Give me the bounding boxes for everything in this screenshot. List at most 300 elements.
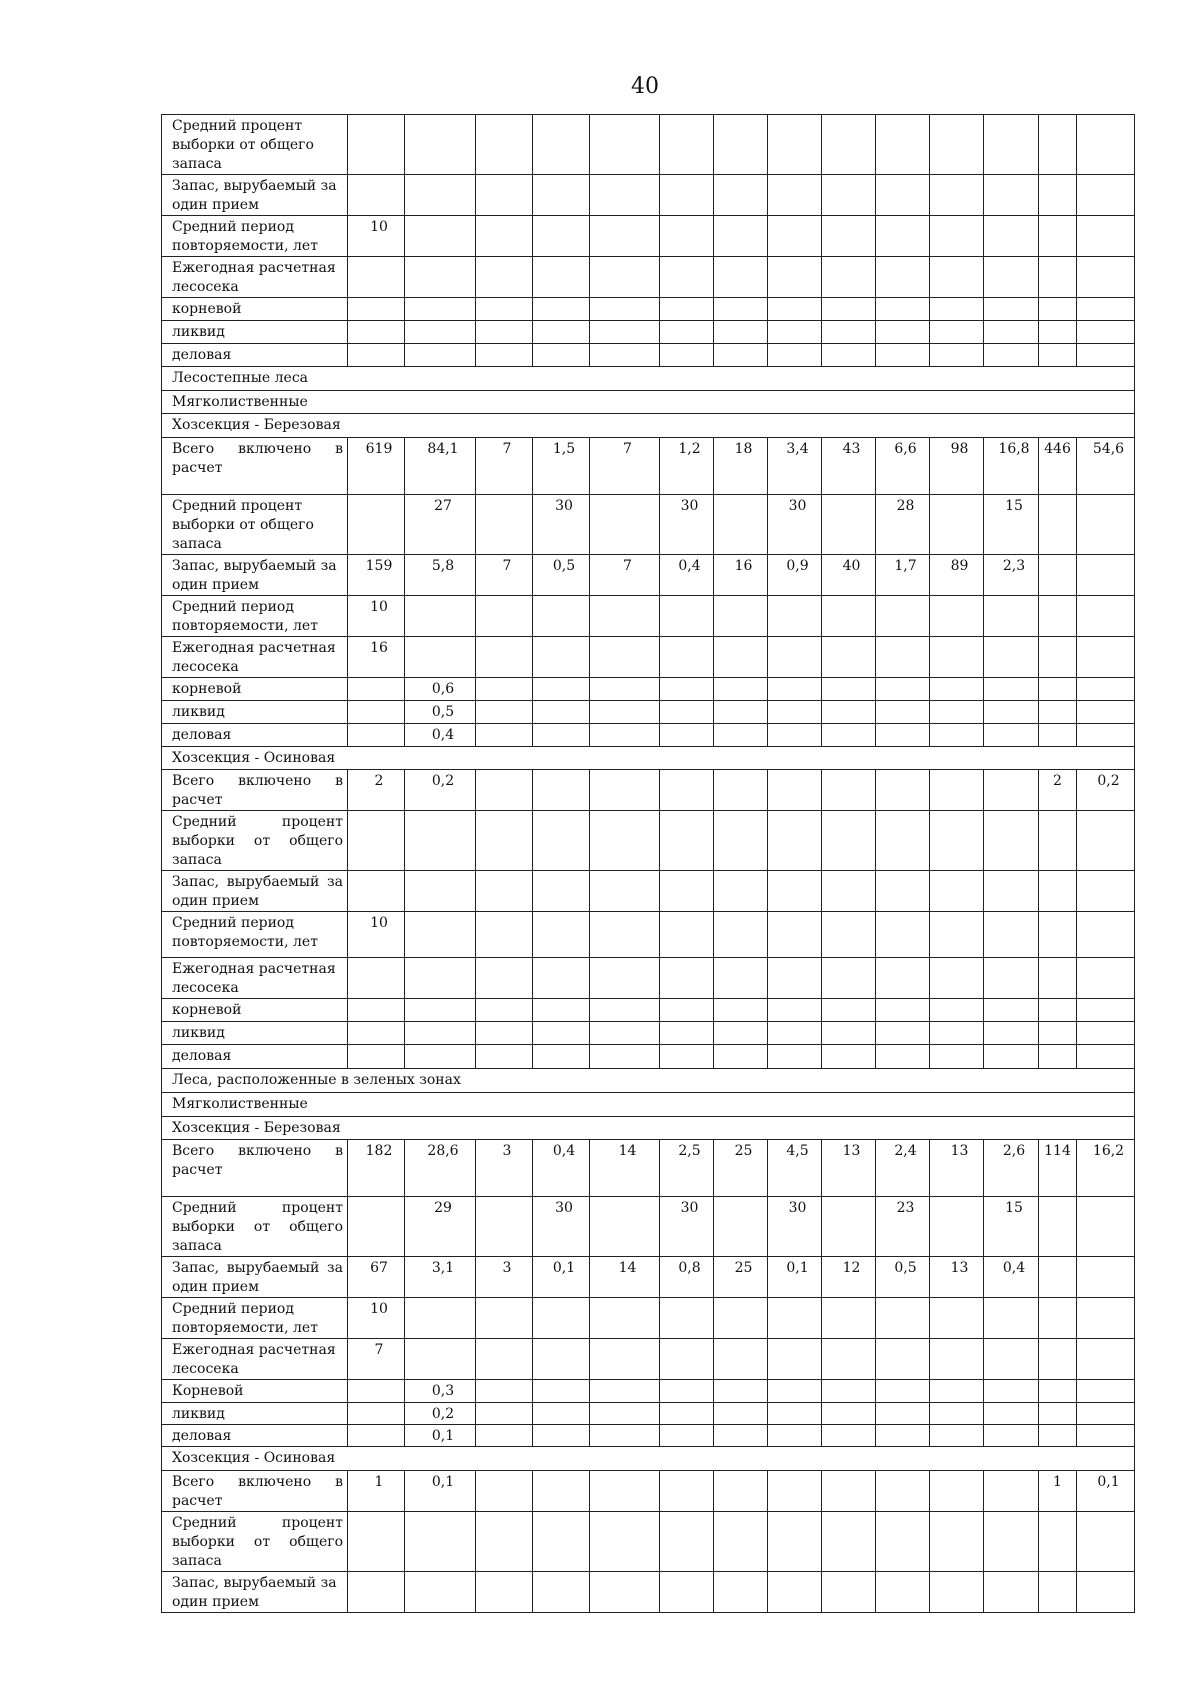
table-cell	[714, 321, 768, 344]
section-row	[162, 1447, 1135, 1471]
row-label: Запас, вырубаемый за один прием	[162, 871, 348, 912]
section-heading: Хозсекция - Березовая	[162, 414, 1135, 438]
table-cell	[476, 1339, 533, 1380]
table-row	[162, 1572, 1135, 1613]
table-cell: 30	[768, 1197, 822, 1257]
table-cell	[660, 637, 714, 678]
table-row	[162, 438, 1135, 495]
table-cell	[1077, 1298, 1135, 1339]
table-cell	[533, 216, 590, 257]
table-cell	[714, 1380, 768, 1403]
table-cell	[405, 1045, 476, 1069]
table-cell	[714, 701, 768, 724]
table-cell	[822, 724, 876, 747]
table-cell	[1077, 216, 1135, 257]
table-cell	[876, 999, 930, 1022]
table-cell	[984, 1572, 1039, 1613]
table-cell	[405, 958, 476, 999]
table-cell	[1039, 811, 1077, 871]
table-row	[162, 1022, 1135, 1045]
table-cell	[768, 1380, 822, 1403]
table-cell	[476, 175, 533, 216]
table-cell	[590, 678, 660, 701]
table-cell: 159	[348, 555, 405, 596]
table-cell	[533, 1045, 590, 1069]
table-cell	[476, 298, 533, 321]
table-cell	[1077, 1403, 1135, 1425]
table-cell	[822, 257, 876, 298]
table-cell	[533, 1339, 590, 1380]
table-cell	[768, 1403, 822, 1425]
table-cell: 30	[533, 495, 590, 555]
table-cell: 30	[768, 495, 822, 555]
table-cell	[714, 596, 768, 637]
table-row	[162, 1403, 1135, 1425]
table-cell	[876, 257, 930, 298]
table-cell	[660, 344, 714, 367]
table-row	[162, 678, 1135, 701]
table-cell	[876, 1022, 930, 1045]
table-cell	[660, 1471, 714, 1512]
table-cell	[348, 1425, 405, 1447]
table-cell	[714, 495, 768, 555]
section-row	[162, 1069, 1135, 1093]
table-cell	[348, 701, 405, 724]
table-cell	[476, 1022, 533, 1045]
table-cell: 0,3	[405, 1380, 476, 1403]
table-row	[162, 495, 1135, 555]
row-label: Всего включено в расчет	[162, 770, 348, 811]
table-cell	[590, 871, 660, 912]
table-cell	[1077, 115, 1135, 175]
table-cell	[590, 321, 660, 344]
section-row	[162, 1117, 1135, 1140]
section-row	[162, 367, 1135, 391]
table-cell	[984, 596, 1039, 637]
table-cell	[930, 495, 984, 555]
table-cell	[533, 1298, 590, 1339]
table-cell: 446	[1039, 438, 1077, 495]
table-cell	[1039, 1425, 1077, 1447]
row-label: Средний период повторяемости, лет	[162, 912, 348, 958]
table-cell	[984, 1022, 1039, 1045]
table-cell	[768, 298, 822, 321]
table-row	[162, 321, 1135, 344]
table-cell	[590, 1403, 660, 1425]
table-cell: 182	[348, 1140, 405, 1197]
table-cell	[590, 811, 660, 871]
table-row	[162, 1298, 1135, 1339]
table-cell	[533, 1380, 590, 1403]
table-cell	[1039, 216, 1077, 257]
table-cell	[714, 724, 768, 747]
table-cell: 1,5	[533, 438, 590, 495]
table-cell	[768, 1045, 822, 1069]
table-cell	[1077, 1572, 1135, 1613]
table-cell	[533, 678, 590, 701]
table-cell	[822, 596, 876, 637]
table-cell	[768, 257, 822, 298]
section-heading: Мягколиственные	[162, 1093, 1135, 1117]
table-cell	[660, 1425, 714, 1447]
table-cell	[590, 1298, 660, 1339]
table-cell: 13	[822, 1140, 876, 1197]
table-cell	[533, 1572, 590, 1613]
table-cell	[876, 811, 930, 871]
table-cell: 2	[1039, 770, 1077, 811]
table-cell: 84,1	[405, 438, 476, 495]
table-cell	[930, 1512, 984, 1572]
row-label: ликвид	[162, 1022, 348, 1045]
table-cell	[660, 958, 714, 999]
table-cell: 28,6	[405, 1140, 476, 1197]
table-cell	[405, 871, 476, 912]
table-cell	[984, 1045, 1039, 1069]
table-cell	[660, 216, 714, 257]
table-cell	[660, 770, 714, 811]
table-row	[162, 770, 1135, 811]
table-cell	[1039, 724, 1077, 747]
section-heading: Хозсекция - Березовая	[162, 1117, 1135, 1140]
table-cell	[405, 1339, 476, 1380]
table-cell	[768, 1425, 822, 1447]
forest-harvest-table	[161, 114, 1135, 1613]
table-cell	[533, 1403, 590, 1425]
table-cell	[405, 1512, 476, 1572]
table-cell	[660, 871, 714, 912]
table-cell	[930, 1471, 984, 1512]
row-label: Всего включено в расчет	[162, 438, 348, 495]
table-row	[162, 958, 1135, 999]
table-cell: 7	[590, 438, 660, 495]
table-cell	[1039, 701, 1077, 724]
table-cell	[590, 1572, 660, 1613]
table-cell	[876, 1512, 930, 1572]
table-cell: 30	[660, 1197, 714, 1257]
table-cell	[822, 1572, 876, 1613]
table-cell	[822, 1380, 876, 1403]
table-cell	[876, 596, 930, 637]
table-cell	[1077, 596, 1135, 637]
table-cell	[930, 1022, 984, 1045]
table-cell	[930, 1339, 984, 1380]
table-cell	[930, 115, 984, 175]
table-row	[162, 596, 1135, 637]
table-cell	[1077, 1512, 1135, 1572]
table-cell	[533, 701, 590, 724]
table-cell	[348, 1403, 405, 1425]
table-cell	[930, 811, 984, 871]
table-cell: 0,5	[533, 555, 590, 596]
table-cell	[590, 1022, 660, 1045]
table-cell	[590, 257, 660, 298]
table-cell: 0,9	[768, 555, 822, 596]
table-cell	[533, 637, 590, 678]
table-cell	[348, 257, 405, 298]
table-cell: 2,4	[876, 1140, 930, 1197]
table-cell	[533, 344, 590, 367]
table-cell	[405, 1572, 476, 1613]
table-cell	[822, 912, 876, 958]
table-cell	[1077, 1425, 1135, 1447]
table-cell: 16	[714, 555, 768, 596]
table-cell	[714, 1022, 768, 1045]
table-cell	[714, 678, 768, 701]
table-cell	[590, 958, 660, 999]
section-heading: Леса, расположенные в зеленых зонах	[162, 1069, 1135, 1093]
row-label: ликвид	[162, 321, 348, 344]
row-label: корневой	[162, 999, 348, 1022]
table-cell	[930, 216, 984, 257]
row-label: деловая	[162, 724, 348, 747]
table-cell	[876, 678, 930, 701]
table-cell: 0,2	[405, 770, 476, 811]
table-cell	[476, 999, 533, 1022]
table-cell	[714, 770, 768, 811]
table-cell	[590, 701, 660, 724]
table-cell	[1077, 175, 1135, 216]
table-cell: 10	[348, 596, 405, 637]
table-cell: 619	[348, 438, 405, 495]
table-cell	[876, 1298, 930, 1339]
table-cell: 40	[822, 555, 876, 596]
table-cell	[930, 1045, 984, 1069]
row-label: Средний период повторяемости, лет	[162, 596, 348, 637]
table-cell	[822, 637, 876, 678]
table-cell	[1077, 999, 1135, 1022]
table-cell	[590, 724, 660, 747]
table-cell: 29	[405, 1197, 476, 1257]
table-cell	[822, 1425, 876, 1447]
table-cell	[1077, 701, 1135, 724]
table-cell: 30	[533, 1197, 590, 1257]
table-cell	[984, 678, 1039, 701]
table-cell	[822, 1471, 876, 1512]
table-cell	[768, 1572, 822, 1613]
table-cell	[876, 216, 930, 257]
table-cell	[822, 871, 876, 912]
table-cell	[660, 257, 714, 298]
table-cell	[876, 175, 930, 216]
table-cell	[714, 257, 768, 298]
table-row	[162, 1425, 1135, 1447]
section-row	[162, 391, 1135, 414]
table-cell	[405, 344, 476, 367]
table-cell	[714, 1403, 768, 1425]
table-cell	[714, 1045, 768, 1069]
table-cell	[348, 724, 405, 747]
table-cell	[984, 1298, 1039, 1339]
table-cell	[714, 1512, 768, 1572]
table-cell	[930, 257, 984, 298]
table-cell	[590, 1045, 660, 1069]
table-cell	[1077, 1022, 1135, 1045]
table-cell	[768, 1512, 822, 1572]
section-row	[162, 414, 1135, 438]
table-cell	[930, 871, 984, 912]
table-cell	[822, 175, 876, 216]
table-cell	[1077, 321, 1135, 344]
row-label: ликвид	[162, 701, 348, 724]
table-cell	[405, 637, 476, 678]
table-cell	[984, 724, 1039, 747]
table-cell	[984, 1339, 1039, 1380]
table-cell	[930, 175, 984, 216]
table-cell: 3	[476, 1257, 533, 1298]
table-cell	[768, 1339, 822, 1380]
table-cell	[876, 724, 930, 747]
table-cell	[876, 298, 930, 321]
row-label: Запас, вырубаемый за один прием	[162, 1572, 348, 1613]
table-cell	[822, 1403, 876, 1425]
table-cell	[768, 1022, 822, 1045]
table-cell: 2,3	[984, 555, 1039, 596]
table-cell	[476, 724, 533, 747]
table-cell	[348, 1512, 405, 1572]
table-cell	[405, 912, 476, 958]
section-heading: Мягколиственные	[162, 391, 1135, 414]
table-cell	[714, 1471, 768, 1512]
table-cell	[984, 344, 1039, 367]
table-cell	[476, 1380, 533, 1403]
table-cell	[1077, 912, 1135, 958]
table-cell: 25	[714, 1140, 768, 1197]
table-cell	[714, 1298, 768, 1339]
table-cell	[405, 115, 476, 175]
table-cell: 0,4	[660, 555, 714, 596]
table-cell	[1077, 871, 1135, 912]
table-cell	[1039, 958, 1077, 999]
table-cell	[930, 724, 984, 747]
table-cell	[984, 1512, 1039, 1572]
table-cell	[660, 1403, 714, 1425]
row-label: Средний период повторяемости, лет	[162, 216, 348, 257]
table-cell	[930, 344, 984, 367]
table-cell: 15	[984, 1197, 1039, 1257]
table-cell	[984, 175, 1039, 216]
table-cell: 7	[590, 555, 660, 596]
table-cell	[714, 637, 768, 678]
table-cell	[590, 216, 660, 257]
table-cell: 15	[984, 495, 1039, 555]
row-label: Средний процент выборки от общего запаса	[162, 495, 348, 555]
table-cell: 16	[348, 637, 405, 678]
table-cell: 43	[822, 438, 876, 495]
table-row	[162, 115, 1135, 175]
row-label: Ежегодная расчетная лесосека	[162, 958, 348, 999]
section-row	[162, 1093, 1135, 1117]
table-row	[162, 637, 1135, 678]
table-row	[162, 1140, 1135, 1197]
table-cell	[405, 999, 476, 1022]
table-cell: 114	[1039, 1140, 1077, 1197]
table-cell	[590, 596, 660, 637]
table-cell	[930, 596, 984, 637]
table-cell	[1039, 321, 1077, 344]
table-cell	[876, 1471, 930, 1512]
table-cell	[533, 257, 590, 298]
row-label: Средний процент выборки от общего запаса	[162, 1197, 348, 1257]
table-cell	[876, 958, 930, 999]
table-cell	[590, 1425, 660, 1447]
table-cell	[1077, 1045, 1135, 1069]
table-cell	[476, 871, 533, 912]
table-cell	[714, 115, 768, 175]
table-cell: 18	[714, 438, 768, 495]
table-cell: 14	[590, 1257, 660, 1298]
table-cell	[984, 999, 1039, 1022]
table-cell	[1039, 298, 1077, 321]
row-label: корневой	[162, 678, 348, 701]
table-cell	[590, 1339, 660, 1380]
table-cell	[984, 257, 1039, 298]
table-cell	[714, 999, 768, 1022]
table-cell: 13	[930, 1140, 984, 1197]
table-cell	[476, 1403, 533, 1425]
table-cell	[590, 770, 660, 811]
table-cell	[822, 1339, 876, 1380]
table-cell	[1039, 1512, 1077, 1572]
table-cell	[590, 344, 660, 367]
table-cell	[822, 344, 876, 367]
table-cell: 13	[930, 1257, 984, 1298]
table-cell	[476, 912, 533, 958]
table-cell	[768, 344, 822, 367]
table-cell	[660, 811, 714, 871]
table-cell	[476, 678, 533, 701]
table-cell	[1039, 1572, 1077, 1613]
table-cell	[476, 1471, 533, 1512]
table-cell	[476, 811, 533, 871]
table-cell	[876, 701, 930, 724]
table-cell	[476, 770, 533, 811]
table-cell	[476, 1425, 533, 1447]
row-label: Запас, вырубаемый за один прием	[162, 1257, 348, 1298]
table-cell: 0,4	[533, 1140, 590, 1197]
table-cell: 0,4	[405, 724, 476, 747]
table-cell	[930, 912, 984, 958]
table-cell: 0,6	[405, 678, 476, 701]
table-cell: 1	[348, 1471, 405, 1512]
table-cell	[714, 871, 768, 912]
table-cell	[405, 1298, 476, 1339]
table-cell: 16,2	[1077, 1140, 1135, 1197]
table-cell	[476, 321, 533, 344]
table-cell	[590, 298, 660, 321]
table-cell	[348, 344, 405, 367]
table-cell	[348, 958, 405, 999]
table-cell	[768, 115, 822, 175]
table-cell	[984, 912, 1039, 958]
table-cell	[930, 1572, 984, 1613]
table-cell: 7	[476, 555, 533, 596]
table-cell	[1039, 1339, 1077, 1380]
table-cell	[1039, 1022, 1077, 1045]
table-cell	[930, 958, 984, 999]
table-cell: 7	[348, 1339, 405, 1380]
table-cell	[348, 811, 405, 871]
table-cell	[533, 770, 590, 811]
table-cell: 54,6	[1077, 438, 1135, 495]
table-cell	[1039, 1257, 1077, 1298]
table-cell	[768, 701, 822, 724]
table-cell	[714, 958, 768, 999]
table-cell	[930, 999, 984, 1022]
table-cell	[876, 344, 930, 367]
table-cell	[348, 1022, 405, 1045]
table-cell	[714, 1572, 768, 1613]
table-cell	[405, 257, 476, 298]
